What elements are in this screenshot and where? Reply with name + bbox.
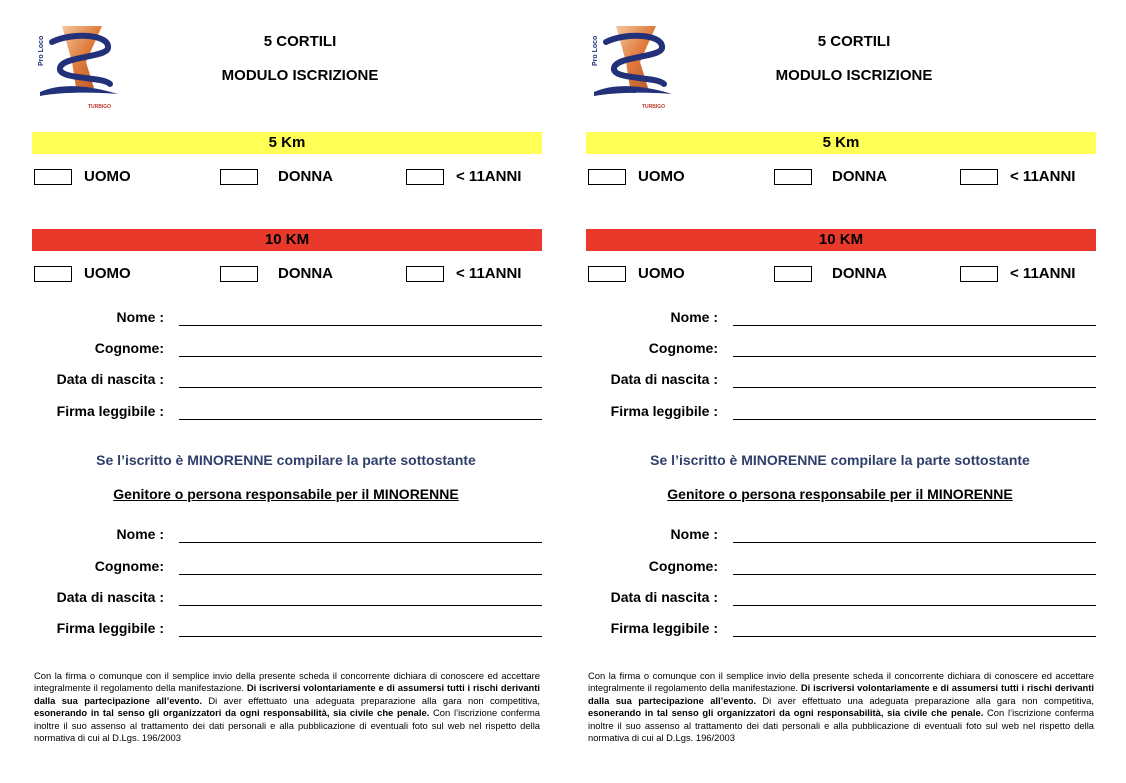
race-10km-options	[588, 265, 1096, 285]
field-line[interactable]	[179, 574, 542, 575]
checkbox-label: < 11ANNI	[1010, 168, 1076, 185]
form-subtitle: MODULO ISCRIZIONE	[221, 67, 379, 84]
legal-bold-text: Di iscriversi volontariamente e di assumersi tutti i rischi derivanti dalla sua partecipazione all’evento.	[588, 682, 1094, 706]
field-line[interactable]	[179, 605, 542, 606]
guardian-field-nome[interactable]	[30, 526, 542, 544]
field-data-nascita[interactable]	[30, 371, 542, 389]
pro-loco-logo-icon	[586, 22, 678, 110]
race-5km-header: 5 Km	[586, 132, 1096, 154]
field-label: Nome :	[670, 309, 718, 325]
guardian-heading: Genitore o persona responsabile per il MINORENNE	[667, 486, 1013, 502]
race-5km-header: 5 Km	[32, 132, 542, 154]
legal-bold-text: esonerando in tal senso gli organizzatori da ogni responsabilità, sia civile che penale.	[588, 707, 984, 719]
race-5km-options	[588, 168, 1096, 188]
field-line[interactable]	[733, 542, 1096, 543]
field-label: Nome :	[116, 526, 164, 542]
field-label: Cognome:	[648, 340, 718, 356]
checkbox-box[interactable]	[406, 266, 444, 282]
field-line[interactable]	[179, 356, 542, 357]
field-label: Firma leggibile :	[610, 403, 718, 419]
guardian-field-cognome[interactable]	[584, 558, 1096, 576]
field-label: Data di nascita :	[56, 371, 164, 387]
checkbox-label: UOMO	[84, 265, 131, 282]
checkbox-label: < 11ANNI	[456, 265, 522, 282]
checkbox-5km-under11[interactable]	[960, 168, 1075, 185]
checkbox-10km-donna[interactable]	[774, 265, 887, 282]
field-label: Firma leggibile :	[56, 403, 164, 419]
field-data-nascita[interactable]	[584, 371, 1096, 389]
legal-text: Con l’iscrizione conferma inoltre il suo assenso al trattamento dei dati personali e alla pubblicazione di eventuali foto sul web nel rispetto della normativa di cui al D.Lgs. 196/2003	[588, 707, 1094, 744]
checkbox-box[interactable]	[220, 169, 258, 185]
field-line[interactable]	[733, 636, 1096, 637]
checkbox-box[interactable]	[960, 266, 998, 282]
legal-text: Con l’iscrizione conferma inoltre il suo assenso al trattamento dei dati personali e alla pubblicazione di eventuali foto sul web nel rispetto della normativa di cui al D.Lgs. 196/2003	[34, 707, 540, 744]
form-title: 5 CORTILI	[263, 33, 337, 50]
field-nome[interactable]	[30, 309, 542, 327]
checkbox-label: DONNA	[278, 265, 333, 282]
legal-text: Di aver effettuato una adeguata preparazione alla gara non competitiva,	[202, 694, 540, 706]
field-nome[interactable]	[584, 309, 1096, 327]
race-5km-options	[34, 168, 542, 188]
checkbox-10km-uomo[interactable]	[588, 265, 685, 282]
form-title: 5 CORTILI	[817, 33, 891, 50]
legal-text: Con la firma o comunque con il semplice invio della presente scheda il concorrente dichiara di conoscere ed accettare integralmente il regolamento della manifestazione.	[34, 670, 540, 694]
field-line[interactable]	[733, 387, 1096, 388]
field-label: Data di nascita :	[610, 589, 718, 605]
checkbox-box[interactable]	[588, 266, 626, 282]
checkbox-box[interactable]	[960, 169, 998, 185]
checkbox-5km-uomo[interactable]	[34, 168, 131, 185]
checkbox-box[interactable]	[406, 169, 444, 185]
field-label: Firma leggibile :	[56, 620, 164, 636]
field-label: Cognome:	[94, 340, 164, 356]
field-label: Data di nascita :	[56, 589, 164, 605]
checkbox-label: DONNA	[832, 168, 887, 185]
logo-town-text: TURBIGO	[88, 104, 112, 110]
field-line[interactable]	[733, 605, 1096, 606]
legal-bold-text: esonerando in tal senso gli organizzatori da ogni responsabilità, sia civile che penale.	[34, 707, 430, 719]
guardian-heading: Genitore o persona responsabile per il MINORENNE	[113, 486, 459, 502]
registration-form-left	[30, 0, 550, 783]
legal-disclaimer	[588, 670, 1094, 744]
checkbox-5km-under11[interactable]	[406, 168, 521, 185]
logo-vertical-text: Pro Loco	[592, 35, 599, 66]
checkbox-box[interactable]	[588, 169, 626, 185]
field-cognome[interactable]	[584, 340, 1096, 358]
field-line[interactable]	[179, 542, 542, 543]
checkbox-5km-donna[interactable]	[774, 168, 887, 185]
legal-bold-text: Di iscriversi volontariamente e di assumersi tutti i rischi derivanti dalla sua partecipazione all’evento.	[34, 682, 540, 706]
minor-notice: Se l’iscritto è MINORENNE compilare la parte sottostante	[650, 452, 1030, 468]
legal-text: Con la firma o comunque con il semplice invio della presente scheda il concorrente dichiara di conoscere ed accettare integralmente il regolamento della manifestazione.	[588, 670, 1094, 694]
field-label: Cognome:	[648, 558, 718, 574]
field-label: Firma leggibile :	[610, 620, 718, 636]
field-line[interactable]	[733, 356, 1096, 357]
field-label: Nome :	[670, 526, 718, 542]
checkbox-label: < 11ANNI	[456, 168, 522, 185]
field-line[interactable]	[179, 387, 542, 388]
logo-vertical-text: Pro Loco	[38, 35, 45, 66]
checkbox-10km-uomo[interactable]	[34, 265, 131, 282]
field-line[interactable]	[733, 419, 1096, 420]
guardian-field-cognome[interactable]	[30, 558, 542, 576]
guardian-field-firma[interactable]	[30, 620, 542, 638]
checkbox-10km-under11[interactable]	[406, 265, 521, 282]
legal-disclaimer	[34, 670, 540, 744]
checkbox-label: UOMO	[638, 265, 685, 282]
field-line[interactable]	[179, 419, 542, 420]
checkbox-box[interactable]	[774, 266, 812, 282]
field-line[interactable]	[179, 636, 542, 637]
checkbox-label: DONNA	[832, 265, 887, 282]
field-firma[interactable]	[30, 403, 542, 421]
field-label: Nome :	[116, 309, 164, 325]
field-firma[interactable]	[584, 403, 1096, 421]
checkbox-box[interactable]	[774, 169, 812, 185]
pro-loco-logo-icon	[32, 22, 124, 110]
race-10km-header: 10 KM	[586, 229, 1096, 251]
checkbox-10km-under11[interactable]	[960, 265, 1075, 282]
checkbox-box[interactable]	[220, 266, 258, 282]
checkbox-5km-donna[interactable]	[220, 168, 333, 185]
checkbox-label: UOMO	[638, 168, 685, 185]
logo-town-text: TURBIGO	[642, 104, 666, 110]
guardian-field-nome[interactable]	[584, 526, 1096, 544]
guardian-field-data-nascita[interactable]	[584, 589, 1096, 607]
race-10km-header: 10 KM	[32, 229, 542, 251]
checkbox-box[interactable]	[34, 169, 72, 185]
checkbox-label: DONNA	[278, 168, 333, 185]
checkbox-10km-donna[interactable]	[220, 265, 333, 282]
guardian-field-data-nascita[interactable]	[30, 589, 542, 607]
minor-notice: Se l’iscritto è MINORENNE compilare la parte sottostante	[96, 452, 476, 468]
checkbox-5km-uomo[interactable]	[588, 168, 685, 185]
legal-text: Di aver effettuato una adeguata preparazione alla gara non competitiva,	[756, 694, 1094, 706]
field-label: Cognome:	[94, 558, 164, 574]
checkbox-label: < 11ANNI	[1010, 265, 1076, 282]
guardian-field-firma[interactable]	[584, 620, 1096, 638]
form-subtitle: MODULO ISCRIZIONE	[775, 67, 933, 84]
field-cognome[interactable]	[30, 340, 542, 358]
checkbox-label: UOMO	[84, 168, 131, 185]
registration-form-right	[584, 0, 1104, 783]
field-label: Data di nascita :	[610, 371, 718, 387]
race-10km-options	[34, 265, 542, 285]
field-line[interactable]	[179, 325, 542, 326]
field-line[interactable]	[733, 325, 1096, 326]
checkbox-box[interactable]	[34, 266, 72, 282]
field-line[interactable]	[733, 574, 1096, 575]
